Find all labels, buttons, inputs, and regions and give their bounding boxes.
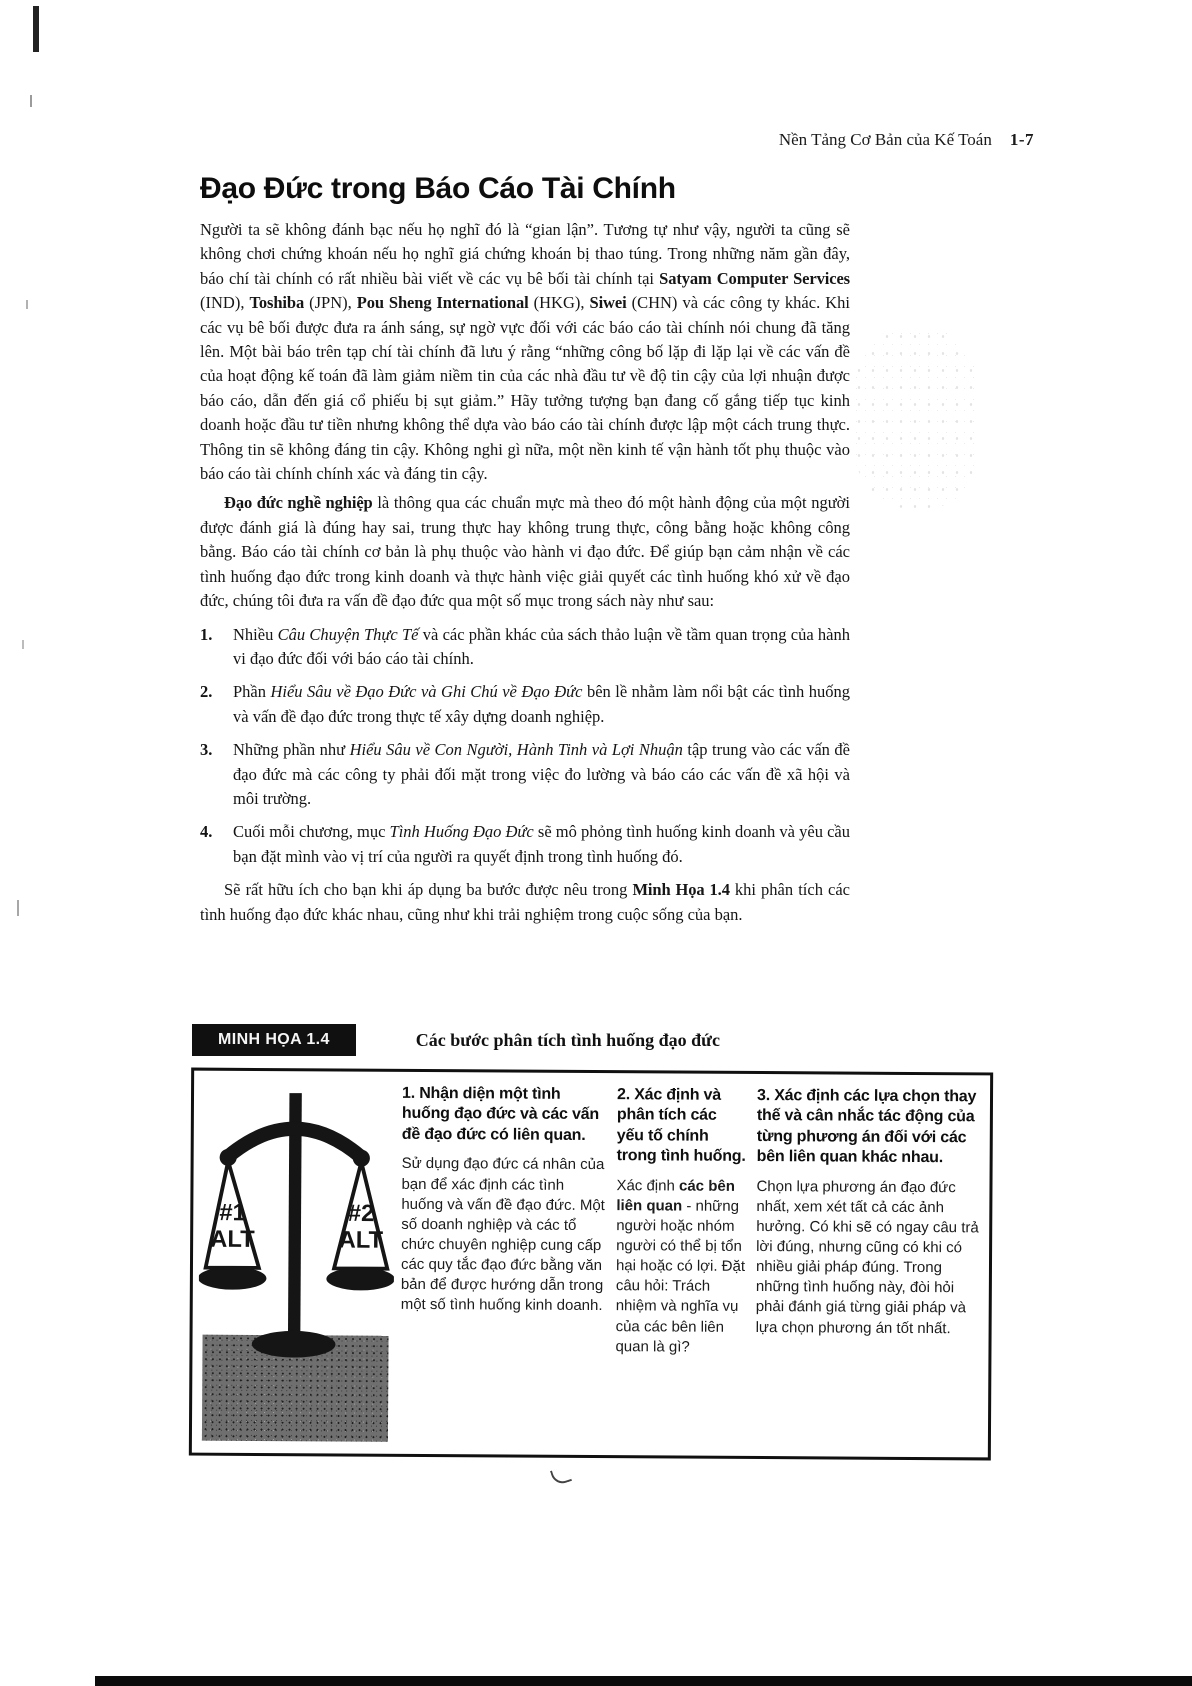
company-name: Siwei (589, 293, 627, 313)
company-name: Satyam Computer Services (659, 268, 850, 288)
left-pan-label-line2: ALT (210, 1225, 255, 1253)
paragraph-intro (200, 218, 850, 486)
list-number: 2. (200, 682, 213, 702)
list-item-text (233, 820, 850, 869)
list-item-text (233, 738, 850, 811)
running-header (779, 130, 1034, 150)
exhibit-caption: Các bước phân tích tình huống đạo đức (415, 1029, 720, 1050)
text-segment: tập trung vào các vấn đề đạo đức mà các công ty phải đối mặt trong việc đo lường và báo cáo các vấn đề xã hội và môi trường. (233, 740, 850, 808)
list-item-text (233, 680, 850, 729)
text-segment: (CHN) và các công ty khác. Khi các vụ bê bối được đưa ra ánh sáng, sự ngờ vực đối với các báo cáo tài chính nói chung đã tăng lên. Một bài báo trên tạp chí tài chính đã lưu ý rằng “những công bố lặp đi lặp lại về các vấn đề của hoạt động kế toán đã làm giảm niềm tin của các nhà đầu tư về độ tin cậy của lợi nhuận được báo cáo, dẫn đến giá cổ phiếu bị sụt giảm.” Hãy tưởng tượng bạn đang cố gắng tiếp tục kinh doanh hoặc đầu tư tiền nhưng không thể dựa vào báo cáo tài chính được lập một cách trung thực. Thông tin sẽ không đáng tin cậy. Không nghi gì nữa, một nền kinh tế vận hành tốt phụ thuộc vào báo cáo tài chính chính xác và đáng tin cậy. (200, 293, 850, 484)
scan-noise-patch (852, 328, 982, 508)
step-heading: 3. Xác định các lựa chọn thay thế và cân nhắc tác động của từng phương án đối với các bên liên quan khác nhau. (756, 1087, 977, 1167)
right-pan-label-line1: #2 (347, 1199, 375, 1228)
text-segment: Những phần như (233, 740, 350, 760)
paragraph-closing (200, 878, 850, 927)
list-item (200, 680, 850, 729)
scan-artifact (17, 900, 19, 916)
ethics-features-list (200, 623, 850, 870)
text-segment: (JPN), (304, 293, 357, 313)
text-segment: - những người hoặc nhóm người có thể bị tổn hại hoặc có lợi. Đặt câu hỏi: Trách nhiệm và nghĩa vụ của các bên liên quan là gì? (615, 1197, 746, 1356)
list-item-text (233, 623, 850, 672)
step-body: Sử dụng đạo đức cá nhân của bạn để xác định các tình huống và vấn đề đạo đức. Một số doanh nghiệp và các tổ chức chuyên nghiệp cung cấp các quy tắc đạo đức bằng văn bản để được hướng dẫn trong một số tình huống kinh doanh. (400, 1155, 605, 1315)
text-segment: (HKG), (528, 293, 590, 313)
exhibit-step-2 (615, 1083, 747, 1446)
text-segment: khi phân tích các tình huống đạo đức khác nhau, cũng như khi trải nghiệm trong cuộc sống của bạn. (200, 880, 850, 924)
text-segment: Nhiều (233, 624, 278, 644)
feature-name: Hiểu Sâu về Con Người, Hành Tinh và Lợi Nhuận (349, 740, 683, 760)
exhibit-label: MINH HỌA 1.4 (192, 1024, 356, 1056)
exhibit-heading-row (192, 1024, 720, 1056)
text-segment: Người ta sẽ không đánh bạc nếu họ nghĩ đó là “gian lận”. Tương tự như vậy, người ta cũng sẽ không chơi chứng khoán nếu họ nghĩ giá chứng khoán bị thao túng. Trong những năm gần đây, báo chí tài chính có rất nhiều bài viết về các vụ bê bối tài chính tại (200, 220, 850, 288)
paragraph-ethics-definition (200, 491, 850, 613)
key-term: các bên liên quan (616, 1177, 735, 1215)
feature-name: Tình Huống Đạo Đức (389, 822, 534, 842)
step-body (615, 1176, 746, 1358)
text-segment: Phần (233, 682, 271, 702)
list-number: 3. (200, 740, 213, 760)
feature-name: Câu Chuyện Thực Tế (277, 624, 419, 644)
feature-name: Hiểu Sâu về Đạo Đức và Ghi Chú về Đạo Đức (270, 682, 583, 702)
company-name: Pou Sheng International (356, 293, 529, 313)
list-item (200, 623, 850, 672)
balance-scale-figure (200, 1081, 392, 1444)
main-text-column (200, 172, 850, 927)
exhibit-step-3 (755, 1084, 982, 1447)
step-heading: 2. Xác định và phân tích các yếu tố chính trong tình huống. (616, 1086, 746, 1166)
list-number: 1. (200, 624, 213, 644)
scan-artifact (33, 6, 39, 52)
text-segment: và các phần khác của sách thảo luận về tầm quan trọng của hành vi đạo đức đối với báo cáo tài chính. (233, 624, 850, 668)
list-item (200, 738, 850, 811)
text-segment: là thông qua các chuẩn mực mà theo đó một hành động của một người được đánh giá là đúng hay sai, trung thực hay không trung thực, công bằng hoặc không công bằng. Báo cáo tài chính cơ bản là phụ thuộc vào hành vi đạo đức. Để giúp bạn cảm nhận về các tình huống đạo đức trong kinh doanh và thực hành việc giải quyết các tình huống khó xử về đạo đức, chúng tôi đưa ra vấn đề đạo đức qua một số mục trong sách này như sau: (200, 493, 850, 611)
list-item (200, 820, 850, 869)
running-title: Nền Tảng Cơ Bản của Kế Toán (778, 130, 992, 149)
step-body: Chọn lựa phương án đạo đức nhất, xem xét tất cả các ảnh hưởng. Có khi sẽ có ngay câu trả lời đúng, nhưng cũng có khi có nhiều giải pháp đúng. Trong những tình huống này, đòi hỏi phải đánh giá từng giải pháp và lựa chọn phương án tốt nhất. (755, 1177, 979, 1337)
exhibit-reference: Minh Họa 1.4 (632, 880, 730, 900)
right-pan-label-line2: ALT (338, 1226, 384, 1254)
page-edge-bar (95, 1676, 1192, 1686)
text-segment: (IND), (200, 293, 250, 313)
section-title: Đạo Đức trong Báo Cáo Tài Chính (200, 172, 676, 205)
text-segment: Cuối mỗi chương, mục (233, 822, 390, 842)
text-segment: Sẽ rất hữu ích cho bạn khi áp dụng ba bước được nêu trong (224, 880, 633, 900)
scan-artifact (30, 95, 32, 107)
text-segment: bên lề nhằm làm nổi bật các tình huống và vấn đề đạo đức trong thực tế xây dựng doanh nghiệp. (233, 682, 851, 726)
scan-artifact (550, 1466, 572, 1487)
scan-artifact (26, 300, 28, 309)
text-segment: Xác định (616, 1177, 680, 1195)
list-number: 4. (200, 822, 213, 842)
page-number: 1-7 (1009, 130, 1034, 149)
balance-scale-icon (198, 1085, 395, 1372)
key-term: Đạo đức nghề nghiệp (224, 493, 373, 513)
exhibit-frame (189, 1068, 993, 1461)
scan-artifact (22, 640, 24, 649)
step-heading: 1. Nhận diện một tình huống đạo đức và các vấn đề đạo đức có liên quan. (401, 1084, 600, 1144)
left-pan-label-line1: #1 (219, 1199, 246, 1227)
text-segment: sẽ mô phỏng tình huống kinh doanh và yêu cầu bạn đặt mình vào vị trí của người ra quyết định trong tình huống đó. (233, 822, 850, 866)
company-name: Toshiba (249, 293, 305, 313)
exhibit-step-1 (400, 1082, 607, 1445)
